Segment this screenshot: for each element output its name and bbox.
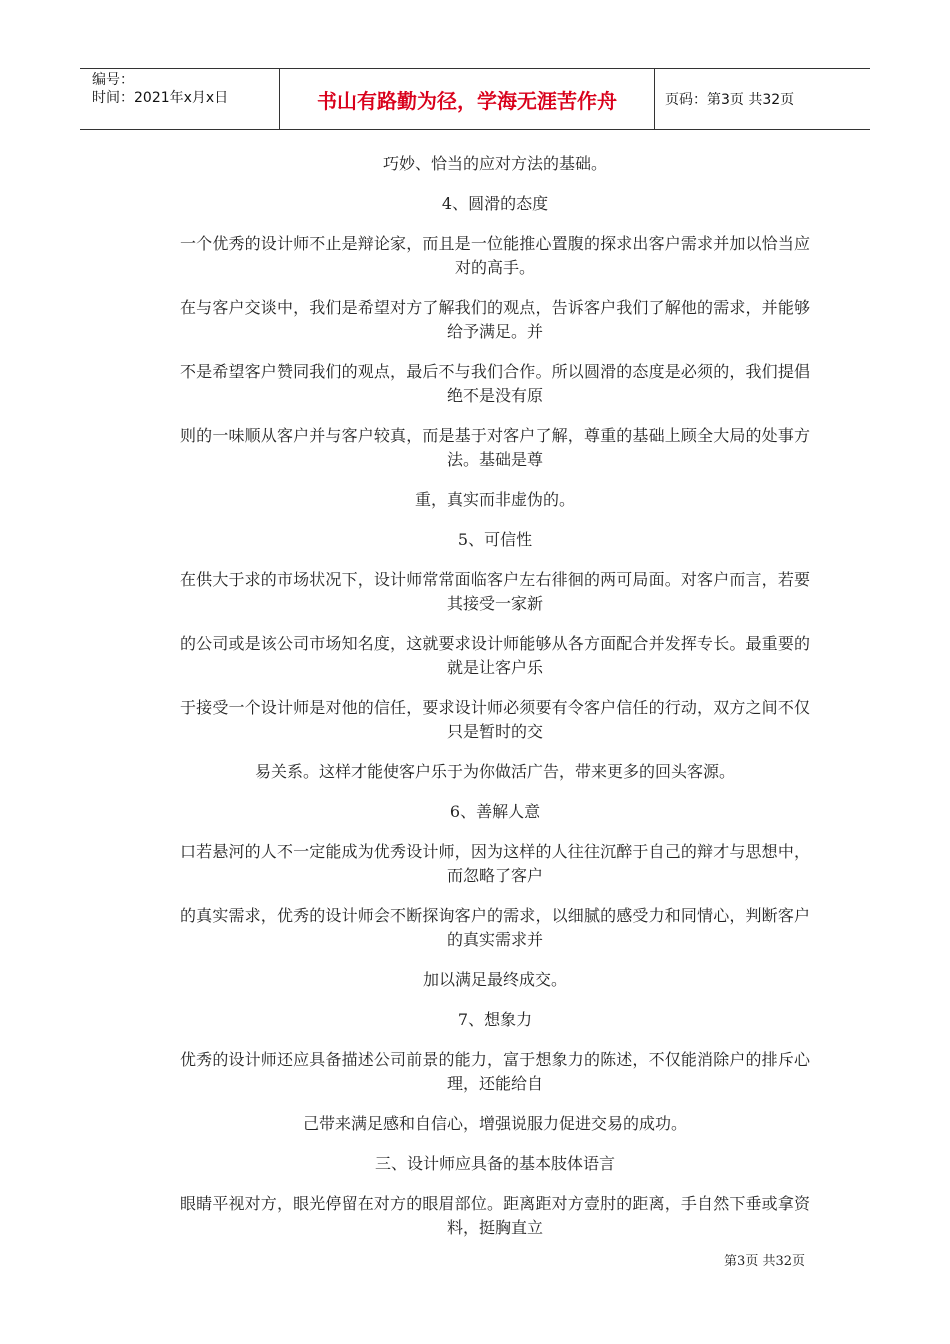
- paragraph: 优秀的设计师还应具备描述公司前景的能力，富于想象力的陈述，不仅能消除户的排斥心理，还能给自: [180, 1050, 810, 1093]
- paragraph: 重，真实而非虚伪的。: [414, 490, 575, 509]
- footer-page-number: 第3页 共32页: [724, 1254, 805, 1269]
- document-body: [180, 152, 810, 1256]
- paragraph: 在供大于求的市场状况下，设计师常常面临客户左右徘徊的两可局面。对客户而言，若要其接受一家新: [180, 570, 810, 613]
- header-page-number: 页码：第3页 共32页: [665, 92, 795, 108]
- document-number: 编号：: [92, 72, 134, 88]
- header-meta: [80, 69, 280, 129]
- document-header: [80, 68, 870, 130]
- paragraph: 眼睛平视对方，眼光停留在对方的眼眉部位。距离距对方壹肘的距离，手自然下垂或拿资料，挺胸直立: [180, 1194, 810, 1237]
- paragraph: 的真实需求，优秀的设计师会不断探询客户的需求，以细腻的感受力和同情心，判断客户的真实需求并: [180, 906, 810, 949]
- paragraph: 己带来满足感和自信心，增强说服力促进交易的成功。: [302, 1114, 687, 1133]
- header-motto: 书山有路勤为径，学海无涯苦作舟: [280, 69, 655, 129]
- section-heading: 5、可信性: [457, 530, 533, 549]
- section-heading: 4、圆滑的态度: [441, 194, 549, 213]
- paragraph: 的公司或是该公司市场知名度，这就要求设计师能够从各方面配合并发挥专长。最重要的就是让客户乐: [180, 634, 810, 677]
- paragraph: 易关系。这样才能使客户乐于为你做活广告，带来更多的回头客源。: [254, 762, 735, 781]
- section-heading: 三、设计师应具备的基本肢体语言: [374, 1154, 615, 1173]
- document-date: 时间：2021年x月x日: [92, 90, 229, 106]
- paragraph: 一个优秀的设计师不止是辩论家，而且是一位能推心置腹的探求出客户需求并加以恰当应对的高手。: [180, 234, 810, 277]
- paragraph: 加以满足最终成交。: [422, 970, 567, 989]
- section-heading: 6、善解人意: [449, 802, 541, 821]
- paragraph: 巧妙、恰当的应对方法的基础。: [382, 154, 607, 173]
- paragraph: 不是希望客户赞同我们的观点，最后不与我们合作。所以圆滑的态度是必须的，我们提倡绝不是没有原: [180, 362, 810, 405]
- paragraph: 口若悬河的人不一定能成为优秀设计师，因为这样的人往往沉醉于自己的辩才与思想中，而忽略了客户: [180, 842, 810, 885]
- section-heading: 7、想象力: [457, 1010, 533, 1029]
- paragraph: 在与客户交谈中，我们是希望对方了解我们的观点，告诉客户我们了解他的需求，并能够给予满足。并: [180, 298, 810, 341]
- paragraph: 则的一味顺从客户并与客户较真，而是基于对客户了解，尊重的基础上顾全大局的处事方法。基础是尊: [180, 426, 810, 469]
- paragraph: 于接受一个设计师是对他的信任，要求设计师必须要有令客户信任的行动，双方之间不仅只是暂时的交: [180, 698, 810, 741]
